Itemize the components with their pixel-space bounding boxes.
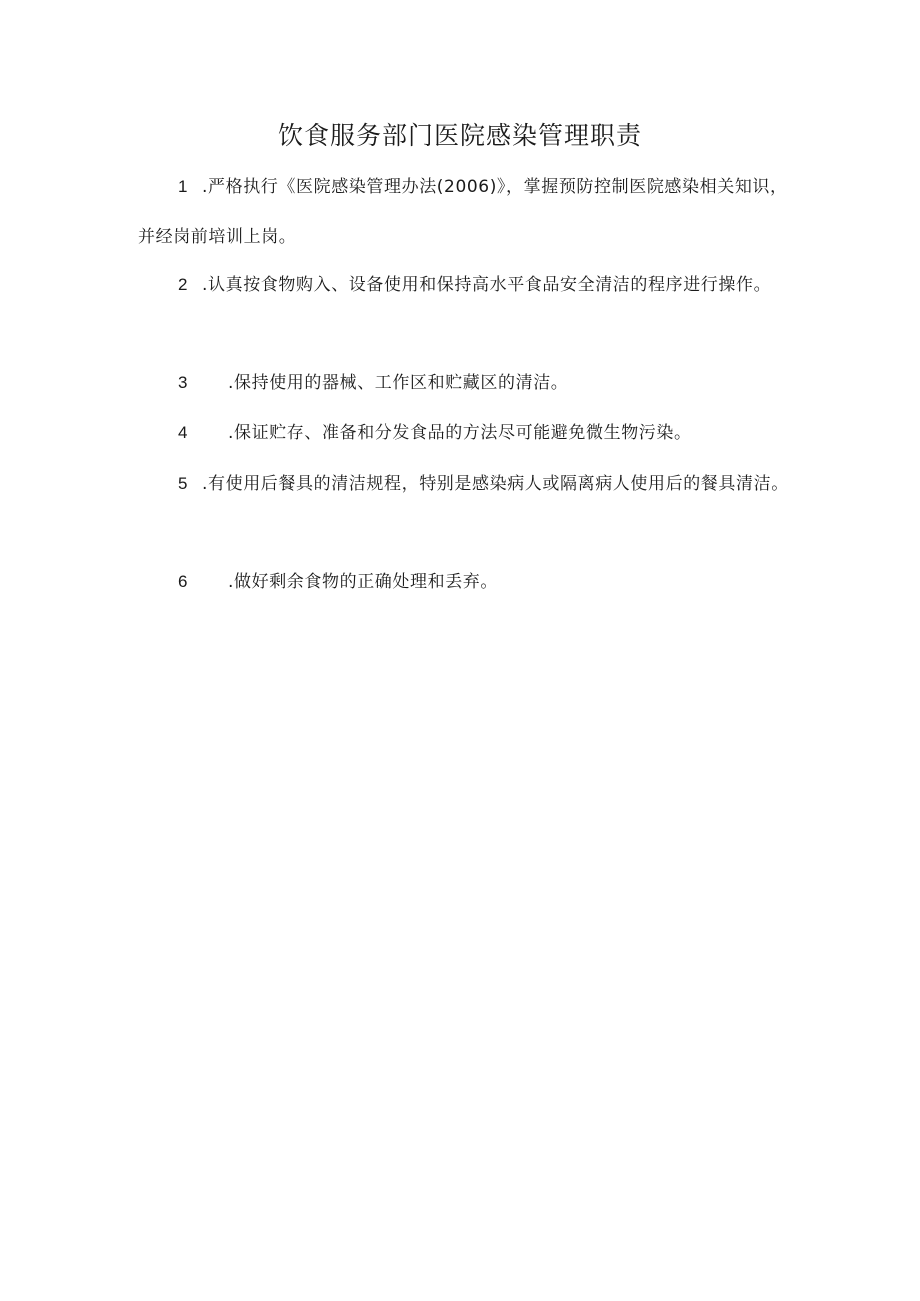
list-item — [138, 459, 790, 509]
item-number: 1 — [178, 177, 188, 196]
item-number: 6 — [178, 572, 188, 591]
item-text: .保证贮存、准备和分发食品的方法尽可能避免微生物污染。 — [228, 423, 692, 443]
list-item — [138, 260, 790, 310]
list-item — [138, 358, 790, 408]
item-number: 2 — [178, 275, 188, 294]
list-item — [138, 162, 790, 262]
item-text: .有使用后餐具的清洁规程，特别是感染病人或隔离病人使用后的餐具清洁。 — [202, 474, 789, 494]
item-text: .严格执行《医院感染管理办法(2006)》，掌握预防控制医院感染相关知识，并经岗前培训上岗。 — [138, 177, 788, 247]
document-title: 饮食服务部门医院感染管理职责 — [277, 121, 642, 150]
item-text: .做好剩余食物的正确处理和丢弃。 — [228, 572, 499, 592]
item-text: .认真按食物购入、设备使用和保持高水平食品安全清洁的程序进行操作。 — [202, 275, 772, 295]
list-item — [138, 557, 790, 607]
item-number: 5 — [178, 474, 188, 493]
item-number: 3 — [178, 373, 188, 392]
item-number: 4 — [178, 423, 188, 442]
list-item — [138, 408, 790, 458]
item-text: .保持使用的器械、工作区和贮藏区的清洁。 — [228, 373, 569, 393]
